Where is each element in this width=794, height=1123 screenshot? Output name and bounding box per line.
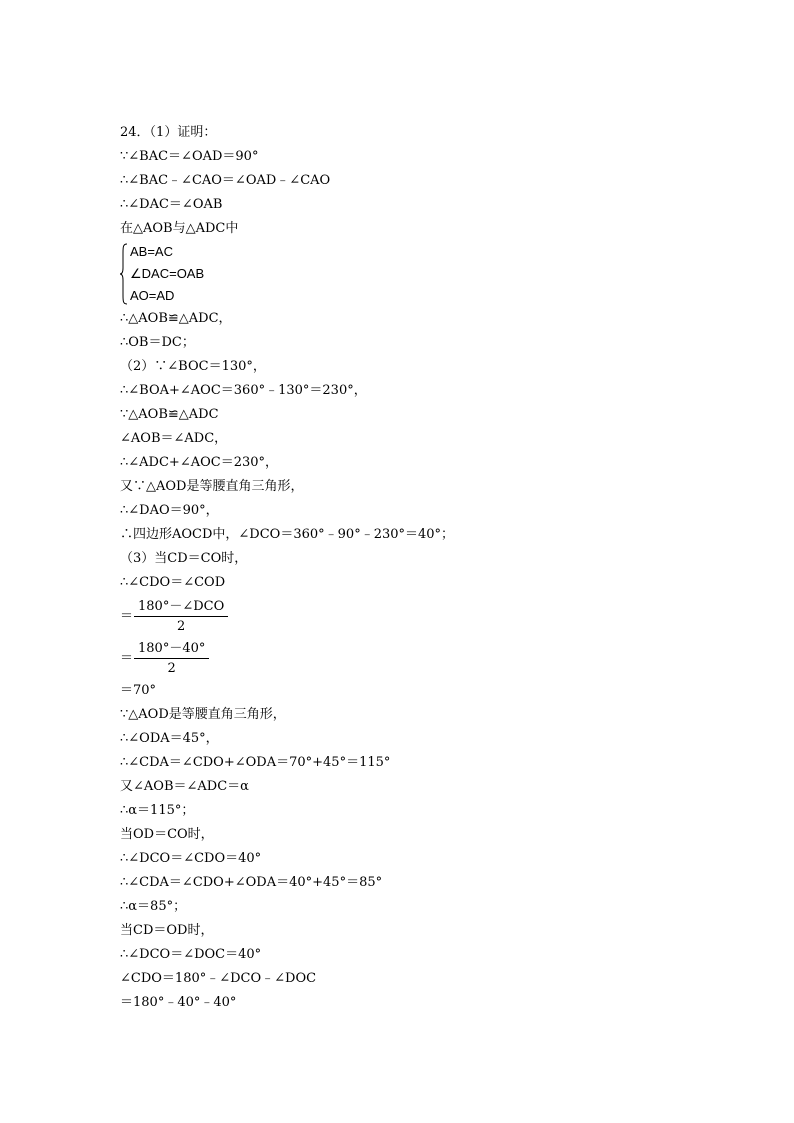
text-line: ∴α＝115°；	[120, 803, 195, 818]
fraction	[134, 598, 228, 635]
text-line: ∴∠DCO＝∠DOC＝40°	[120, 947, 262, 962]
fraction-denominator: 2	[167, 660, 176, 676]
fraction-numerator: 180°－∠DCO	[134, 598, 228, 617]
system-equation: AO=AD	[130, 288, 175, 303]
fraction-numerator: 180°－40°	[134, 640, 209, 659]
fraction-denominator: 2	[176, 618, 186, 634]
equation-system	[120, 241, 680, 307]
fraction-line	[120, 637, 680, 679]
text-line: ＝180°﹣40°﹣40°	[120, 995, 237, 1010]
text-line: ∴OB＝DC；	[120, 335, 195, 350]
system-equation: AB=AC	[130, 244, 173, 259]
text-line: ∴∠DAC＝∠OAB	[120, 197, 223, 212]
text-line: （3）当CD＝CO时，	[120, 551, 248, 566]
equals-sign: ＝	[120, 608, 134, 624]
text-line: ∴∠CDA＝∠CDO+∠ODA＝40°+45°＝85°	[120, 875, 383, 890]
text-line: ∴∠DCO＝∠CDO＝40°	[120, 851, 262, 866]
text-line: ∴四边形AOCD中，∠DCO＝360°﹣90°﹣230°＝40°；	[120, 527, 455, 542]
solution-content	[120, 121, 680, 1015]
fraction-line	[120, 595, 680, 637]
text-line: 当OD＝CO时，	[120, 827, 214, 842]
text-line: ＝70°	[120, 683, 157, 698]
left-brace-icon	[120, 243, 128, 305]
text-line: ∠AOB＝∠ADC，	[120, 431, 228, 446]
text-line: ∵△AOB≌△ADC	[120, 407, 219, 422]
text-line: ∴∠CDA＝∠CDO+∠ODA＝70°+45°＝115°	[120, 755, 391, 770]
text-line: ∠CDO＝180°﹣∠DCO﹣∠DOC	[120, 971, 317, 986]
text-line: 又∠AOB＝∠ADC＝α	[120, 779, 249, 794]
system-equation: ∠DAC=OAB	[130, 266, 205, 281]
fraction	[134, 640, 209, 677]
text-line: 又∵△AOD是等腰直角三角形，	[120, 479, 304, 494]
text-line: 当CD＝OD时，	[120, 923, 214, 938]
equals-sign: ＝	[120, 650, 134, 666]
text-line: ∴∠BOA+∠AOC＝360°﹣130°＝230°，	[120, 383, 367, 398]
text-line: ∴△AOB≌△ADC，	[120, 311, 232, 326]
text-line: ∴∠ODA＝45°，	[120, 731, 219, 746]
text-line: （2）∵∠BOC＝130°，	[120, 359, 266, 374]
text-line: ∴∠ADC+∠AOC＝230°，	[120, 455, 279, 470]
text-line: ∵△AOD是等腰直角三角形，	[120, 707, 286, 722]
text-line: ∴α＝85°；	[120, 899, 187, 914]
text-line: 24．（1）证明：	[120, 125, 217, 140]
text-line: ∵∠BAC＝∠OAD＝90°	[120, 149, 259, 164]
text-line: ∴∠BAC﹣∠CAO＝∠OAD﹣∠CAO	[120, 173, 331, 188]
text-line: ∴∠DAO＝90°，	[120, 503, 219, 518]
text-line: 在△AOB与△ADC中	[120, 221, 239, 236]
text-line: ∴∠CDO＝∠COD	[120, 575, 226, 590]
